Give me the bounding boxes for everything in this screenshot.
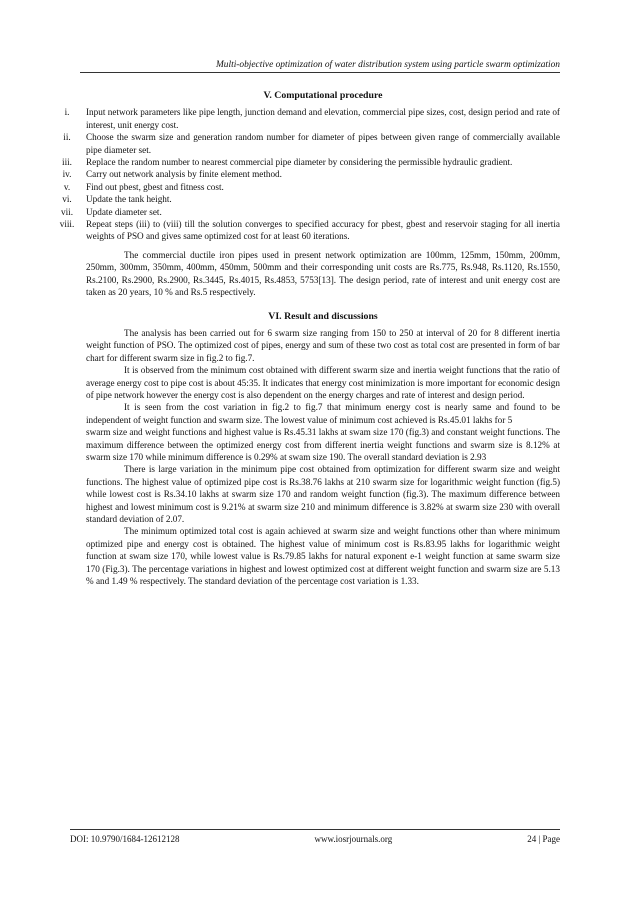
- step-item: [61, 206, 560, 218]
- results-paragraph-1: The analysis has been carried out for 6 swarm size ranging from 150 to 250 at interval of 20 for 8 different inertia weight function of PSO. The optimized cost of pipes, energy and sum of these two cost as total cost are presented in form of bar chart for different swarm size in fig.2 to fig.7.: [86, 327, 560, 363]
- step-number: i.: [64, 107, 70, 118]
- running-header: [80, 60, 560, 73]
- step-item: [63, 181, 560, 193]
- section-6-title: VI. Result and discussions: [268, 310, 378, 322]
- footer-page-number: 24 | Page: [527, 834, 560, 844]
- step-text: Find out pbest, gbest and fitness cost.: [86, 181, 224, 192]
- results-paragraph-2: It is observed from the minimum cost obtained with different swarm size and inertia weight functions that the ratio of average energy cost to pipe cost is about 45:35. It indicates that energy cost minimization is more important for economic design of pipe network however the energy cost is also dependent on the energy charges and rate of interest and design period.: [86, 365, 560, 400]
- results-paragraph-5: The minimum optimized total cost is again achieved at swarm size and weight functions other than where minimum optimized pipe and energy cost is obtained. The highest value of minimum cost is Rs.83.95 lakhs for logarithmic weight function at swam size 170, while lowest value is Rs.79.85 lakhs for natural exponent e-1 weight function at same swarm size 170 (Fig.3). The percentage variations in highest and lowest optimized cost at different weight function and swarm size are 5.13 % and 1.49 % respectively. The standard deviation of the percentage cost variation is 1.33.: [86, 526, 560, 587]
- step-number: viii.: [59, 219, 75, 230]
- step-text: Update diameter set.: [86, 206, 162, 217]
- section-5-title: V. Computational procedure: [263, 90, 383, 101]
- step-text: Repeat steps (iii) to (viii) till the solution converges to specified accuracy for pbest, gbest and reservoir staging for all inertia weights of PSO and gives same optimized cost for at least 60 iterations.: [86, 219, 560, 242]
- procedure-steps: [59, 106, 560, 242]
- step-text: Choose the swarm size and generation random number for diameter of pipes between given range of commercially available pipe diameter set.: [86, 132, 560, 155]
- page-footer: [70, 829, 560, 844]
- step-number: vii.: [61, 206, 73, 217]
- step-item: [62, 193, 560, 205]
- step-item: [62, 156, 560, 168]
- page-body: [59, 90, 560, 587]
- step-number: ii.: [63, 132, 71, 143]
- step-number: vi.: [62, 194, 72, 205]
- step-item: [62, 168, 560, 180]
- footer-doi: DOI: 10.9790/1684-12612128: [70, 834, 180, 844]
- running-title: Multi-objective optimization of water distribution system using particle swarm optimization: [215, 60, 560, 70]
- step-item: [59, 218, 560, 243]
- step-text: Carry out network analysis by finite element method.: [86, 169, 282, 180]
- pipe-cost-paragraph: The commercial ductile iron pipes used in present network optimization are 100mm, 125mm, 150mm, 200mm, 250mm, 300mm, 350mm, 400mm, 450mm, 500mm and their corresponding unit costs are Rs.775, Rs.948, Rs.1120, Rs.1550, Rs.2100, Rs.2900, Rs.2900, Rs.3445, Rs.4015, Rs.4853, 5753[13]. The design period, rate of interest and unit energy cost are taken as 20 years, 10 % and Rs.5 respectively.: [86, 249, 560, 298]
- step-item: [63, 131, 560, 156]
- step-number: iii.: [62, 157, 72, 168]
- step-number: v.: [63, 181, 71, 192]
- step-item: [64, 106, 560, 131]
- results-paragraph-3-continued: swarm size and weight functions and highest value is Rs.45.31 lakhs at swam size 170 (fig.3) and constant weight functions. The maximum difference between the optimized energy cost from different inertia weight functions and swarm size is 8.12% at swarm size 170 while minimum difference is 0.29% at swam size 190. The overall standard deviation is 2.93: [86, 427, 560, 462]
- step-number: iv.: [62, 169, 72, 180]
- step-text: Update the tank height.: [86, 194, 172, 205]
- results-paragraph-3: It is seen from the cost variation in fig.2 to fig.7 that minimum energy cost is nearly same and found to be independent of weight function and swarm size. The lowest value of minimum cost achieved is Rs.45.01 lakhs for 5: [86, 402, 560, 425]
- step-text: Input network parameters like pipe length, junction demand and elevation, commercial pipe sizes, cost, design period and rate of interest, unit energy cost.: [86, 107, 560, 130]
- step-text: Replace the random number to nearest commercial pipe diameter by considering the permissible hydraulic gradient.: [86, 157, 513, 168]
- results-paragraph-4: There is large variation in the minimum pipe cost obtained from optimization for different swarm size and weight functions. The highest value of optimized pipe cost is Rs.38.76 lakhs at 210 swarm size for logarithmic weight function (fig.5) while lowest cost is Rs.34.10 lakhs at swarm size 170 and random weight function (fig.3). The maximum difference between highest and lowest minimum cost is 9.21% at swarm size 210 and minimum difference is 3.82% at swarm size 230 with overall standard deviation of 2.07.: [86, 464, 560, 524]
- footer-website: www.iosrjournals.org: [314, 834, 393, 844]
